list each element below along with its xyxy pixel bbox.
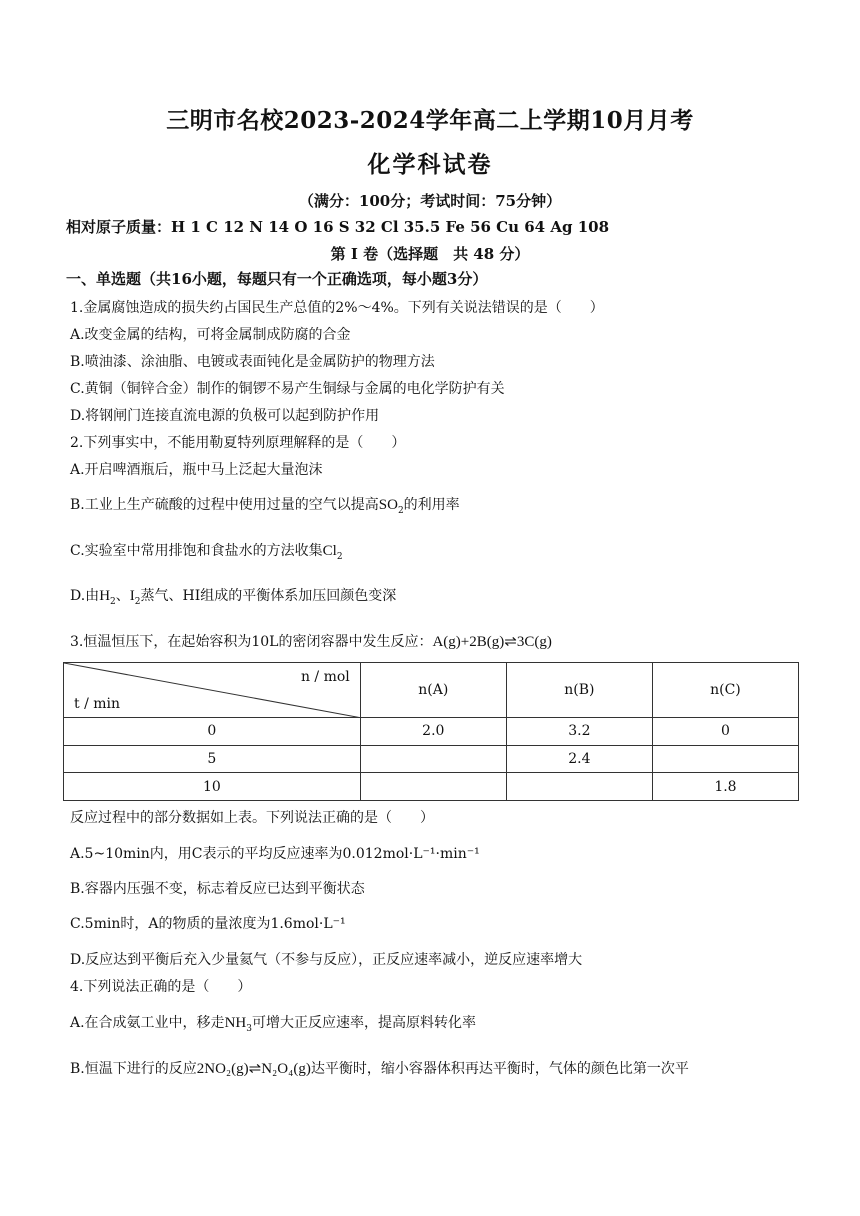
q3-reaction: A(g)+2B(g)⇌3C(g) (432, 634, 552, 650)
q1-option-b: B.喷油漆、涂油脂、电镀或表面钝化是金属防护的物理方法 (70, 354, 435, 370)
q3-stem: 3.恒温恒压下，在起始容积为10L的密闭容器中发生反应：A(g)+2B(g)⇌3C(g) (70, 634, 552, 650)
q1-stem: 1.金属腐蚀造成的损失约占国民生产总值的2%～4%。下列有关说法错误的是（ ） (70, 300, 604, 316)
table-row: 10 1.8 (64, 773, 799, 801)
part-heading: 一、单选题（共16小题，每题只有一个正确选项，每小题3分） (66, 270, 488, 288)
exam-subtitle: 化学科试卷 (367, 151, 493, 178)
col-header-nb: n(B) (506, 663, 652, 718)
atomic-mass-line: 相对原子质量：H 1 C 12 N 14 O 16 S 32 Cl 35.5 Fe 56 Cu 64 Ag 108 (66, 218, 610, 236)
exam-title: 三明市名校2023-2024学年高二上学期10月月考 (166, 107, 694, 134)
exam-info: （满分：100分；考试时间：75分钟） (298, 192, 562, 210)
q2-option-a: A.开启啤酒瓶后，瓶中马上泛起大量泡沫 (70, 462, 323, 478)
q4-reaction: 2NO₂(g)⇌N₂O₄(g) (196, 1061, 311, 1077)
q3-option-b: B.容器内压强不变，标志着反应已达到平衡状态 (70, 881, 365, 897)
q3-option-c: C.5min时，A的物质的量浓度为1.6mol·L⁻¹ (70, 916, 346, 932)
table-row: 5 2.4 (64, 745, 799, 773)
q4-option-b: B.恒温下进行的反应2NO₂(g)⇌N₂O₄(g)达平衡时，缩小容器体积再达平衡时，气体的颜色比第一次平 (70, 1061, 689, 1077)
q1-option-c: C.黄铜（铜锌合金）制作的铜锣不易产生铜绿与金属的电化学防护有关 (70, 381, 505, 397)
section-title: 第 I 卷（选择题 共 48 分） (330, 245, 530, 263)
table-row: 0 2.0 3.2 0 (64, 718, 799, 746)
col-header-na: n(A) (360, 663, 506, 718)
q2-option-c: C.实验室中常用排饱和食盐水的方法收集$Cl_2$ (70, 543, 343, 562)
q1-option-a: A.改变金属的结构，可将金属制成防腐的合金 (70, 327, 351, 343)
q3-data-table (63, 662, 799, 801)
q3-option-d: D.反应达到平衡后充入少量氦气（不参与反应），正反应速率减小，逆反应速率增大 (70, 952, 583, 968)
q3-after-table: 反应过程中的部分数据如上表。下列说法正确的是（ ） (70, 810, 434, 826)
q2-stem: 2.下列事实中，不能用勒夏特列原理解释的是（ ） (70, 435, 406, 451)
q1-option-d: D.将钢闸门连接直流电源的负极可以起到防护作用 (70, 408, 380, 424)
q4-stem: 4.下列说法正确的是（ ） (70, 979, 252, 995)
q2-option-d: D.由$H_2$、$I_2$蒸气、HI组成的平衡体系加压回颜色变深 (70, 588, 397, 607)
q3-option-a: A.5~10min内，用C表示的平均反应速率为0.012mol·L⁻¹·min⁻¹ (70, 846, 480, 862)
q2-option-b: B.工业上生产硫酸的过程中使用过量的空气以提高$SO_2$的利用率 (70, 497, 460, 516)
col-header-nc: n(C) (652, 663, 798, 718)
q4-option-a: A.在合成氨工业中，移走$NH_3$可增大正反应速率，提高原料转化率 (70, 1015, 476, 1034)
table-corner-header: n / mol t / min (64, 663, 361, 718)
